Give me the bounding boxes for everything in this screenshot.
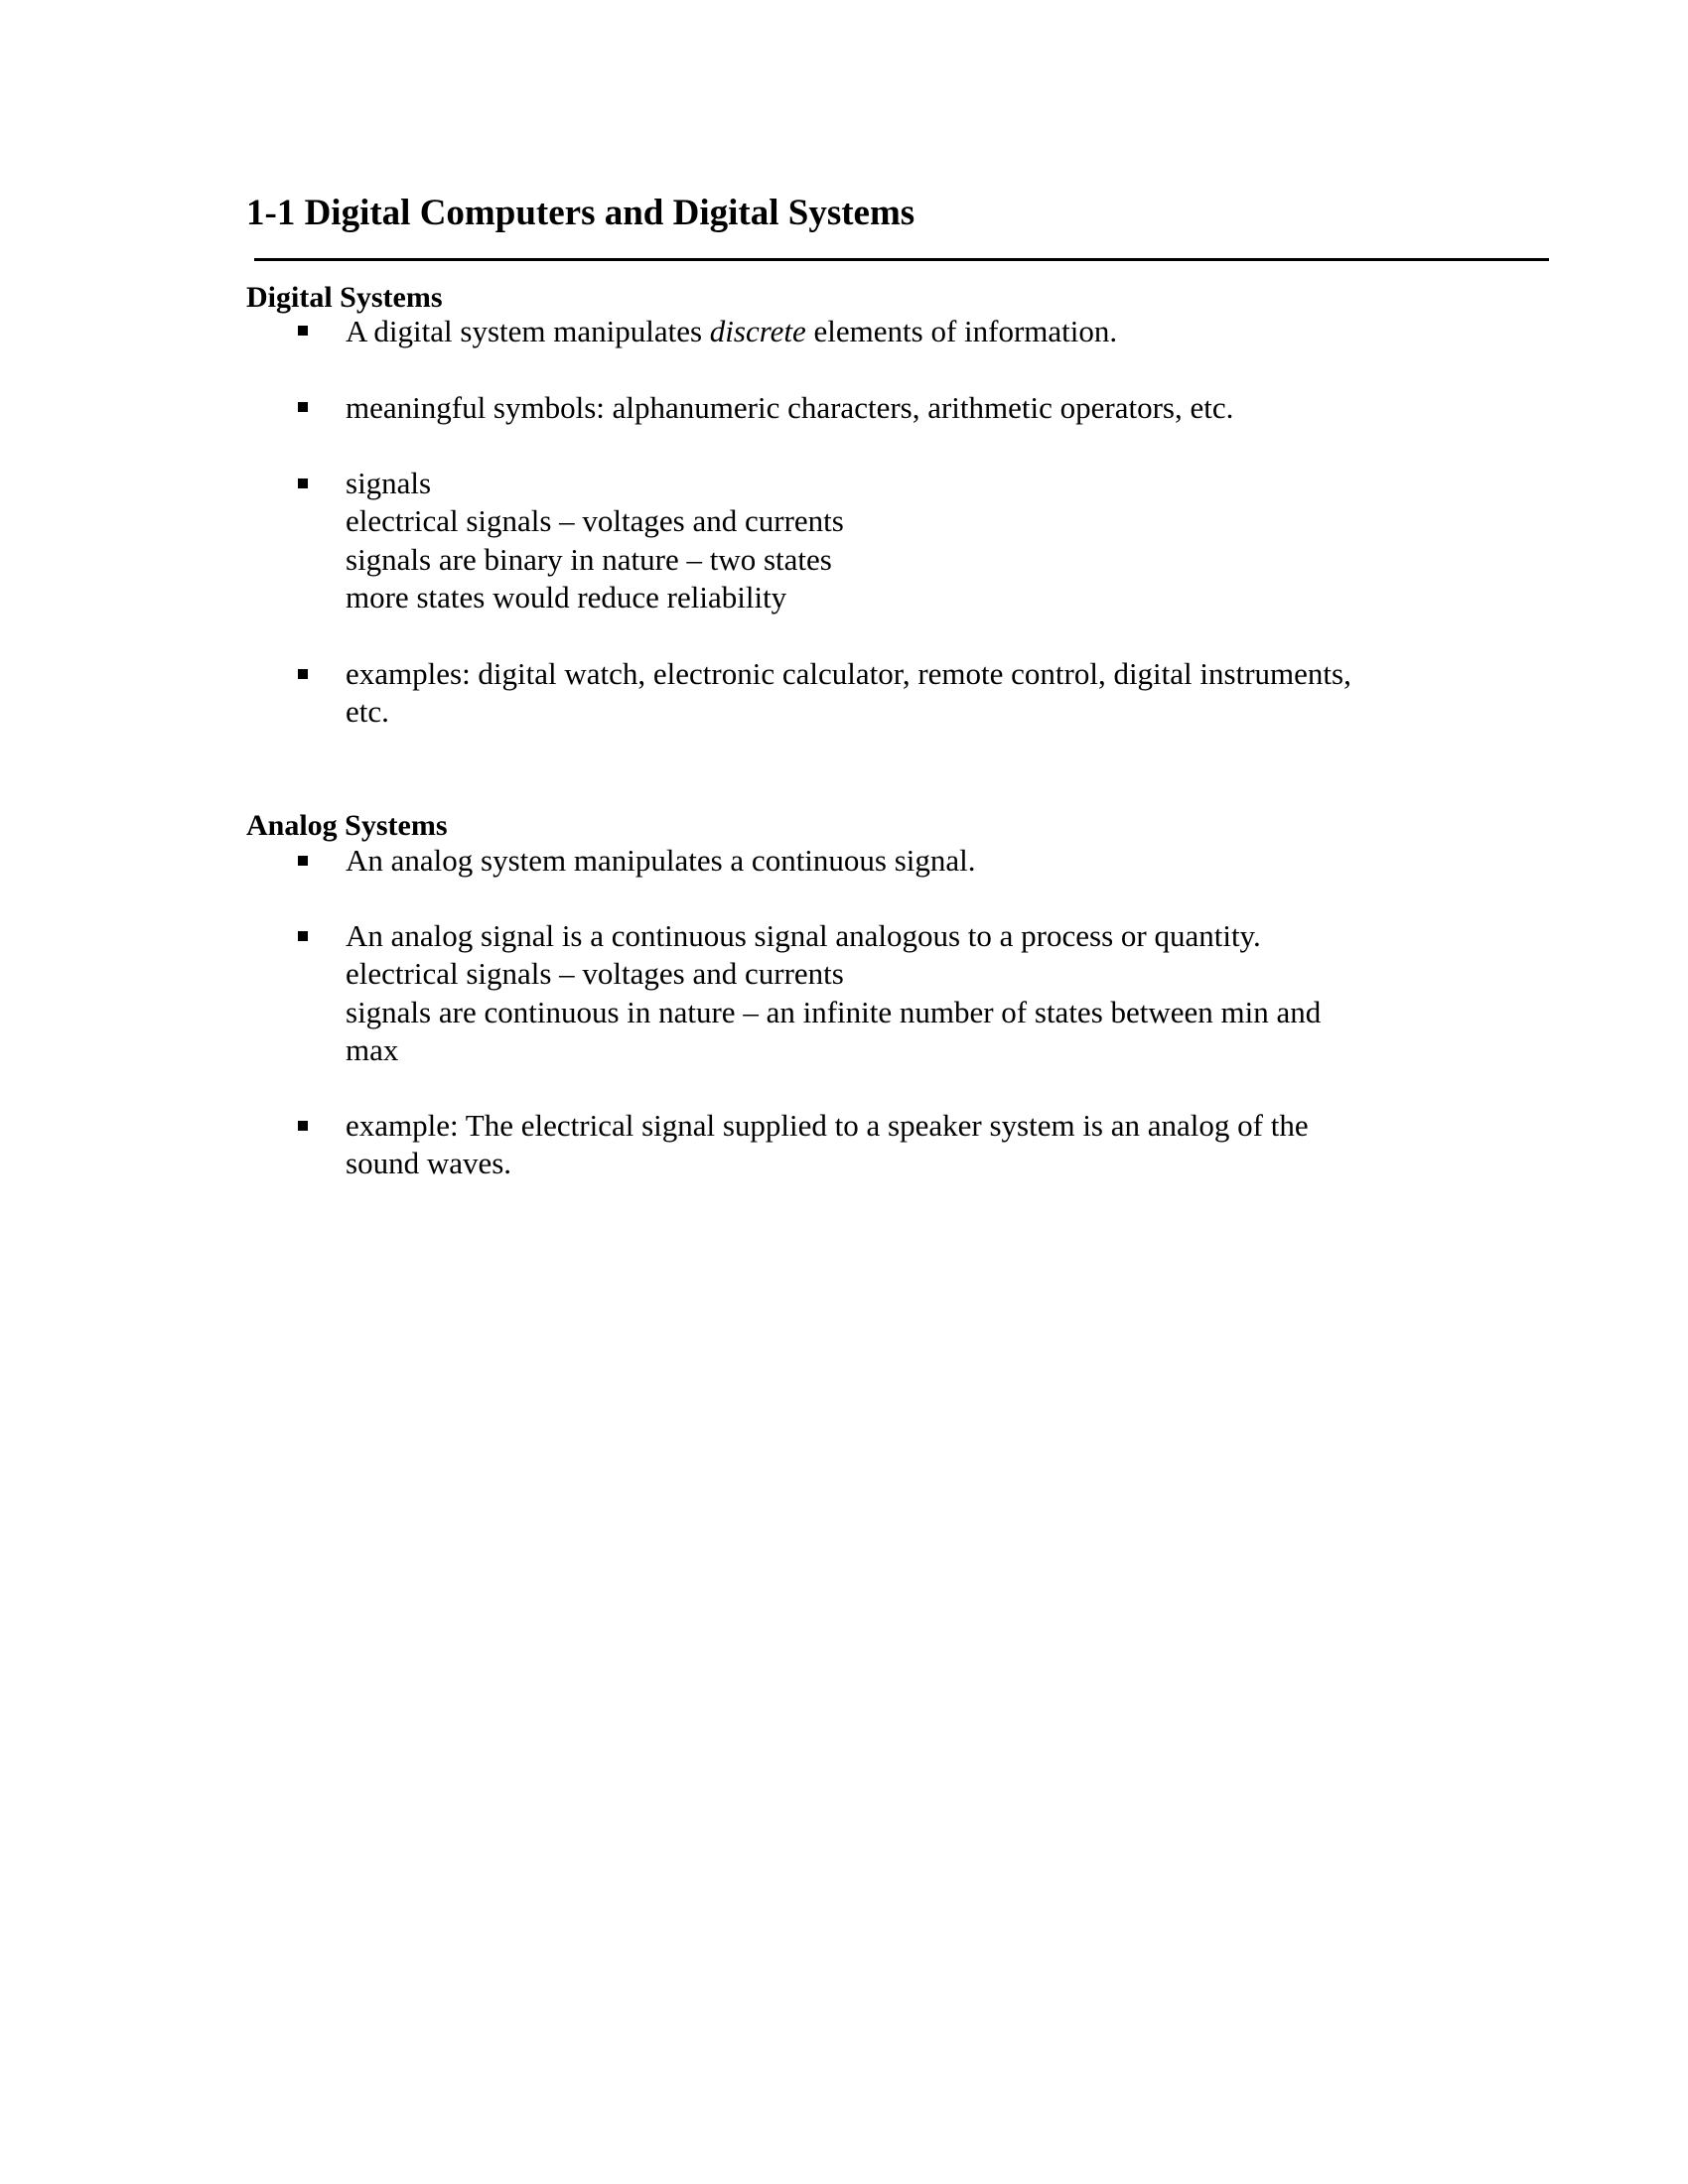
bullet-icon <box>298 326 308 336</box>
list-item-line: electrical signals – voltages and currents <box>346 503 844 539</box>
emphasized-text: discrete <box>709 314 806 348</box>
list-item-line: signals <box>346 466 432 500</box>
title-divider <box>254 258 1549 261</box>
list-item-line: electrical signals – voltages and currents <box>346 956 844 992</box>
list-item <box>346 389 1233 427</box>
list-item-line: signals are binary in nature – two states <box>346 541 832 577</box>
list-item-line: sound waves. <box>346 1146 512 1181</box>
list-item-line: An analog signal is a continuous signal analogous to a process or quantity. <box>346 918 1261 953</box>
list-item-line: more states would reduce reliability <box>346 579 787 614</box>
page-title: 1-1 Digital Computers and Digital Systems <box>246 193 915 233</box>
list-item-line: example: The electrical signal supplied to a speaker system is an analog of the <box>346 1108 1309 1143</box>
bullet-icon <box>298 478 308 488</box>
section-heading-digital-systems: Digital Systems <box>246 281 443 314</box>
list-item <box>346 465 844 616</box>
list-item-line: etc. <box>346 694 389 730</box>
list-item <box>346 917 1321 1069</box>
bullet-icon <box>298 402 308 412</box>
list-item <box>346 1107 1309 1183</box>
bullet-icon <box>298 931 308 941</box>
bullet-icon <box>298 669 308 679</box>
list-item-line <box>346 313 1117 350</box>
text-run: A digital system manipulates <box>346 314 710 348</box>
bullet-icon <box>298 856 308 866</box>
list-item-line: An analog system manipulates a continuous signal. <box>346 843 976 878</box>
list-item-line: examples: digital watch, electronic calculator, remote control, digital instruments, <box>346 656 1351 691</box>
list-item-line: meaningful symbols: alphanumeric characters, arithmetic operators, etc. <box>346 390 1234 425</box>
section-heading-analog-systems: Analog Systems <box>246 809 448 842</box>
list-item <box>346 313 1117 350</box>
bullet-icon <box>298 1121 308 1131</box>
list-item <box>346 655 1351 732</box>
text-run: elements of information. <box>805 314 1118 348</box>
list-item <box>346 842 976 880</box>
list-item-line: signals are continuous in nature – an infinite number of states between min and <box>346 994 1322 1029</box>
list-item-line: max <box>346 1031 399 1067</box>
